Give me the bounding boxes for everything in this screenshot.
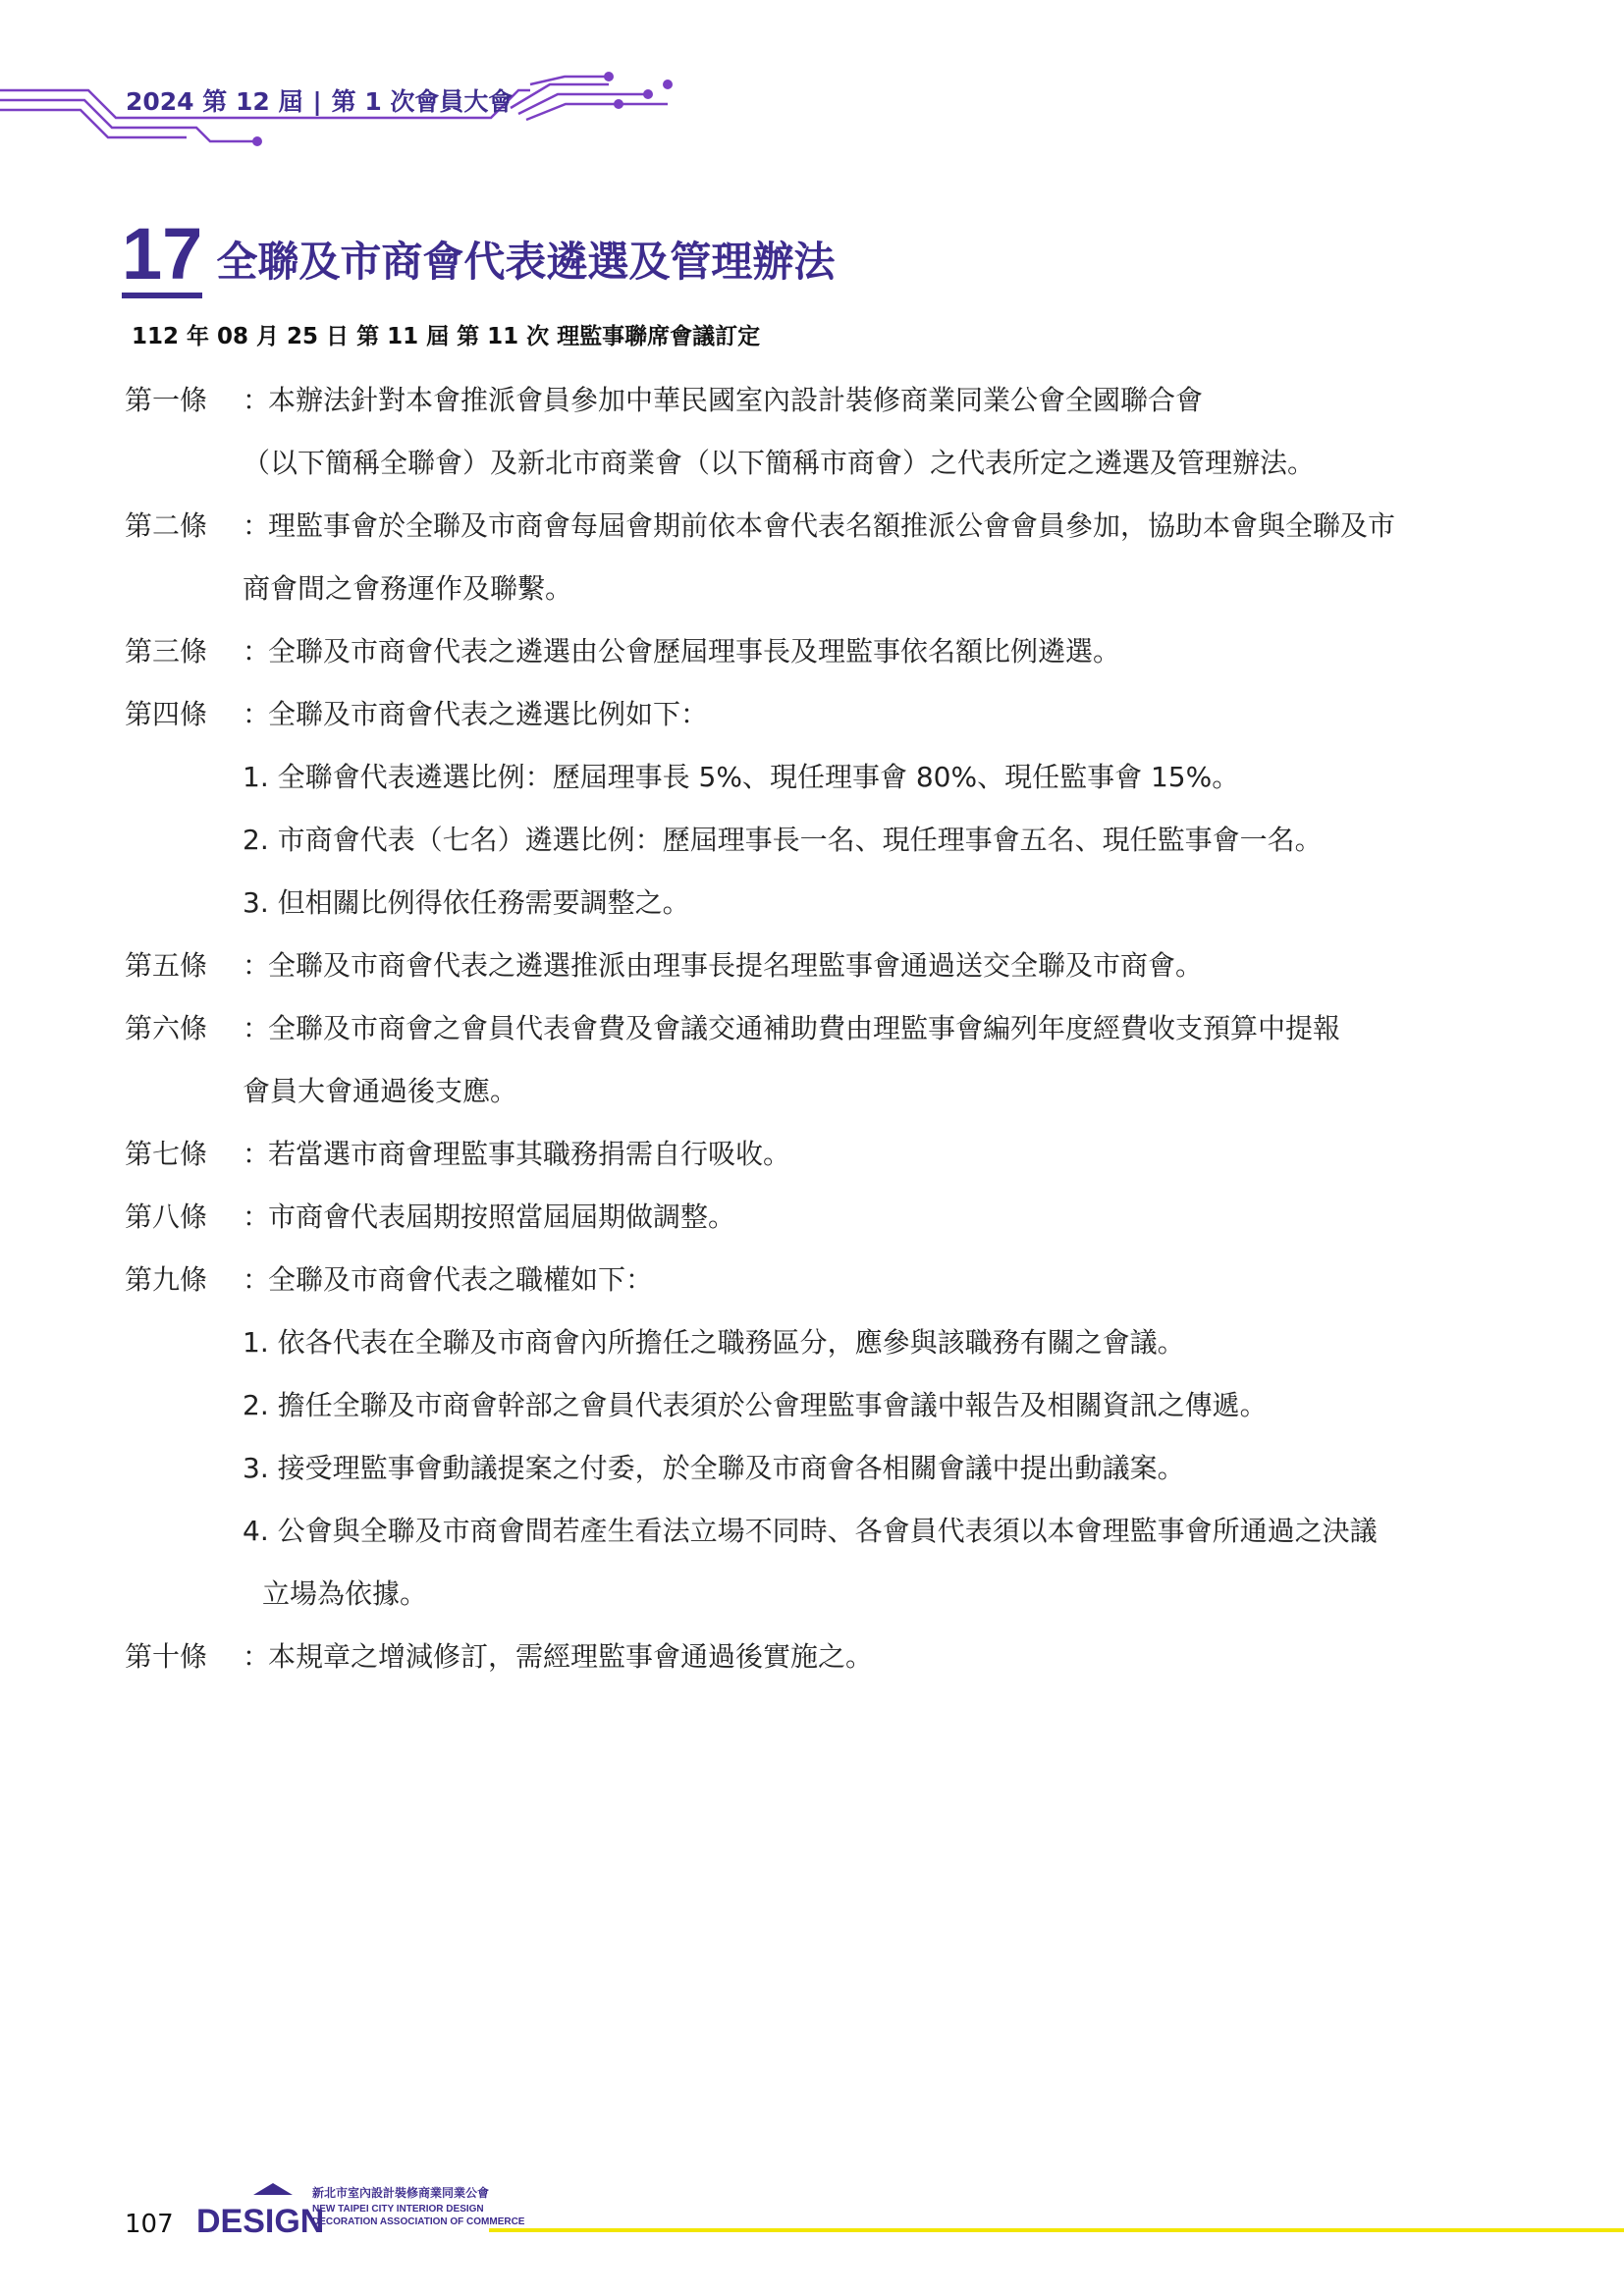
article-text: 全聯及市商會之會員代表會費及會議交通補助費由理監事會編列年度經費收支預算中提報: [268, 1012, 1341, 1044]
article-label: 第六條: [125, 1012, 208, 1044]
article-text: 若當選市商會理監事其職務捐需自行吸收。: [268, 1138, 791, 1170]
continuation-line: 會員大會通過後支應。: [243, 1075, 518, 1107]
article-text: 本規章之增減修訂，需經理監事會通過後實施之。: [268, 1640, 874, 1673]
article-line: [125, 1626, 1499, 1688]
association-logo: [196, 2181, 525, 2240]
article-colon: ：: [243, 1138, 271, 1170]
article-label: 第十條: [125, 1640, 208, 1673]
article-text: 市商會代表屆期按照當屆屆期做調整。: [268, 1201, 736, 1233]
page-number: 107: [125, 2210, 174, 2239]
footer-rule: [489, 2228, 1624, 2232]
article-label: 第三條: [125, 635, 208, 667]
article-colon: ：: [243, 698, 271, 730]
article-text: 全聯及市商會代表之遴選比例如下：: [268, 698, 709, 730]
article-colon: ：: [243, 384, 271, 416]
clause-item: 1. 依各代表在全聯及市商會內所擔任之職務區分，應參與該職務有關之會議。: [243, 1326, 1185, 1359]
continuation-line: （以下簡稱全聯會）及新北市商業會（以下簡稱市商會）之代表所定之遴選及管理辦法。: [243, 447, 1316, 479]
article-colon: ：: [243, 949, 271, 982]
chapter-number: 17: [122, 218, 202, 298]
article-line: [125, 683, 1499, 746]
clause-item: 3. 但相關比例得依任務需要調整之。: [243, 886, 690, 919]
logo-name-zh: 新北市室內設計裝修商業同業公會: [312, 2186, 490, 2200]
header-separator: |: [312, 87, 322, 116]
logo-word: DESIGN: [196, 2203, 325, 2240]
article-line: [125, 997, 1499, 1060]
article-line: [125, 1249, 1499, 1311]
article-text: 理監事會於全聯及市商會每屆會期前依本會代表名額推派公會會員參加，協助本會與全聯及市: [268, 509, 1396, 542]
chapter-title: 全聯及市商會代表遴選及管理辦法: [216, 238, 836, 286]
header-meeting: 第 1 次會員大會: [331, 87, 514, 116]
clause-item: 2. 擔任全聯及市商會幹部之會員代表須於公會理監事會議中報告及相關資訊之傳遞。: [243, 1389, 1268, 1421]
house-icon: [253, 2183, 293, 2195]
article-colon: ：: [243, 509, 271, 542]
clause-item: 1. 全聯會代表遴選比例：歷屆理事長 5%、現任理事會 80%、現任監事會 15%。: [243, 761, 1240, 793]
article-label: 第八條: [125, 1201, 208, 1233]
article-colon: ：: [243, 1201, 271, 1233]
clause-item: 2. 市商會代表（七名）遴選比例：歷屆理事長一名、現任理事會五名、現任監事會一名。: [243, 824, 1323, 856]
article-label: 第七條: [125, 1138, 208, 1170]
header-year: 2024 第 12 屆: [126, 87, 303, 116]
article-line: [125, 934, 1499, 997]
logo-name-en-2: DECORATION ASSOCIATION OF COMMERCE: [312, 2216, 525, 2227]
article-label: 第一條: [125, 384, 208, 416]
article-line: [125, 620, 1499, 683]
continuation-line: 立場為依據。: [262, 1577, 428, 1610]
article-label: 第二條: [125, 509, 208, 542]
article-colon: ：: [243, 635, 271, 667]
article-colon: ：: [243, 1640, 271, 1673]
article-line: [125, 1123, 1499, 1186]
article-line: [125, 369, 1499, 432]
continuation-line: 商會間之會務運作及聯繫。: [243, 572, 573, 605]
article-label: 第五條: [125, 949, 208, 982]
logo-name-en-1: NEW TAIPEI CITY INTERIOR DESIGN: [312, 2204, 484, 2215]
article-colon: ：: [243, 1263, 271, 1296]
chapter-heading: [122, 213, 836, 298]
clause-item: 4. 公會與全聯及市商會間若產生看法立場不同時、各會員代表須以本會理監事會所通過之決議: [243, 1515, 1378, 1547]
header-circuit-decoration: [0, 0, 707, 147]
clause-item: 3. 接受理監事會動議提案之付委，於全聯及市商會各相關會議中提出動議案。: [243, 1452, 1185, 1484]
article-text: 本辦法針對本會推派會員參加中華民國室內設計裝修商業同業公會全國聯合會: [268, 384, 1204, 416]
article-line: [125, 495, 1499, 558]
running-header: [126, 82, 513, 118]
article-colon: ：: [243, 1012, 271, 1044]
article-text: 全聯及市商會代表之遴選由公會歷屆理事長及理監事依名額比例遴選。: [268, 635, 1121, 667]
enactment-date: 112 年 08 月 25 日 第 11 屆 第 11 次 理監事聯席會議訂定: [132, 324, 761, 349]
article-label: 第九條: [125, 1263, 208, 1296]
article-label: 第四條: [125, 698, 208, 730]
article-line: [125, 1186, 1499, 1249]
regulation-body: [125, 369, 1499, 1688]
article-text: 全聯及市商會代表之遴選推派由理事長提名理監事會通過送交全聯及市商會。: [268, 949, 1204, 982]
article-text: 全聯及市商會代表之職權如下：: [268, 1263, 654, 1296]
